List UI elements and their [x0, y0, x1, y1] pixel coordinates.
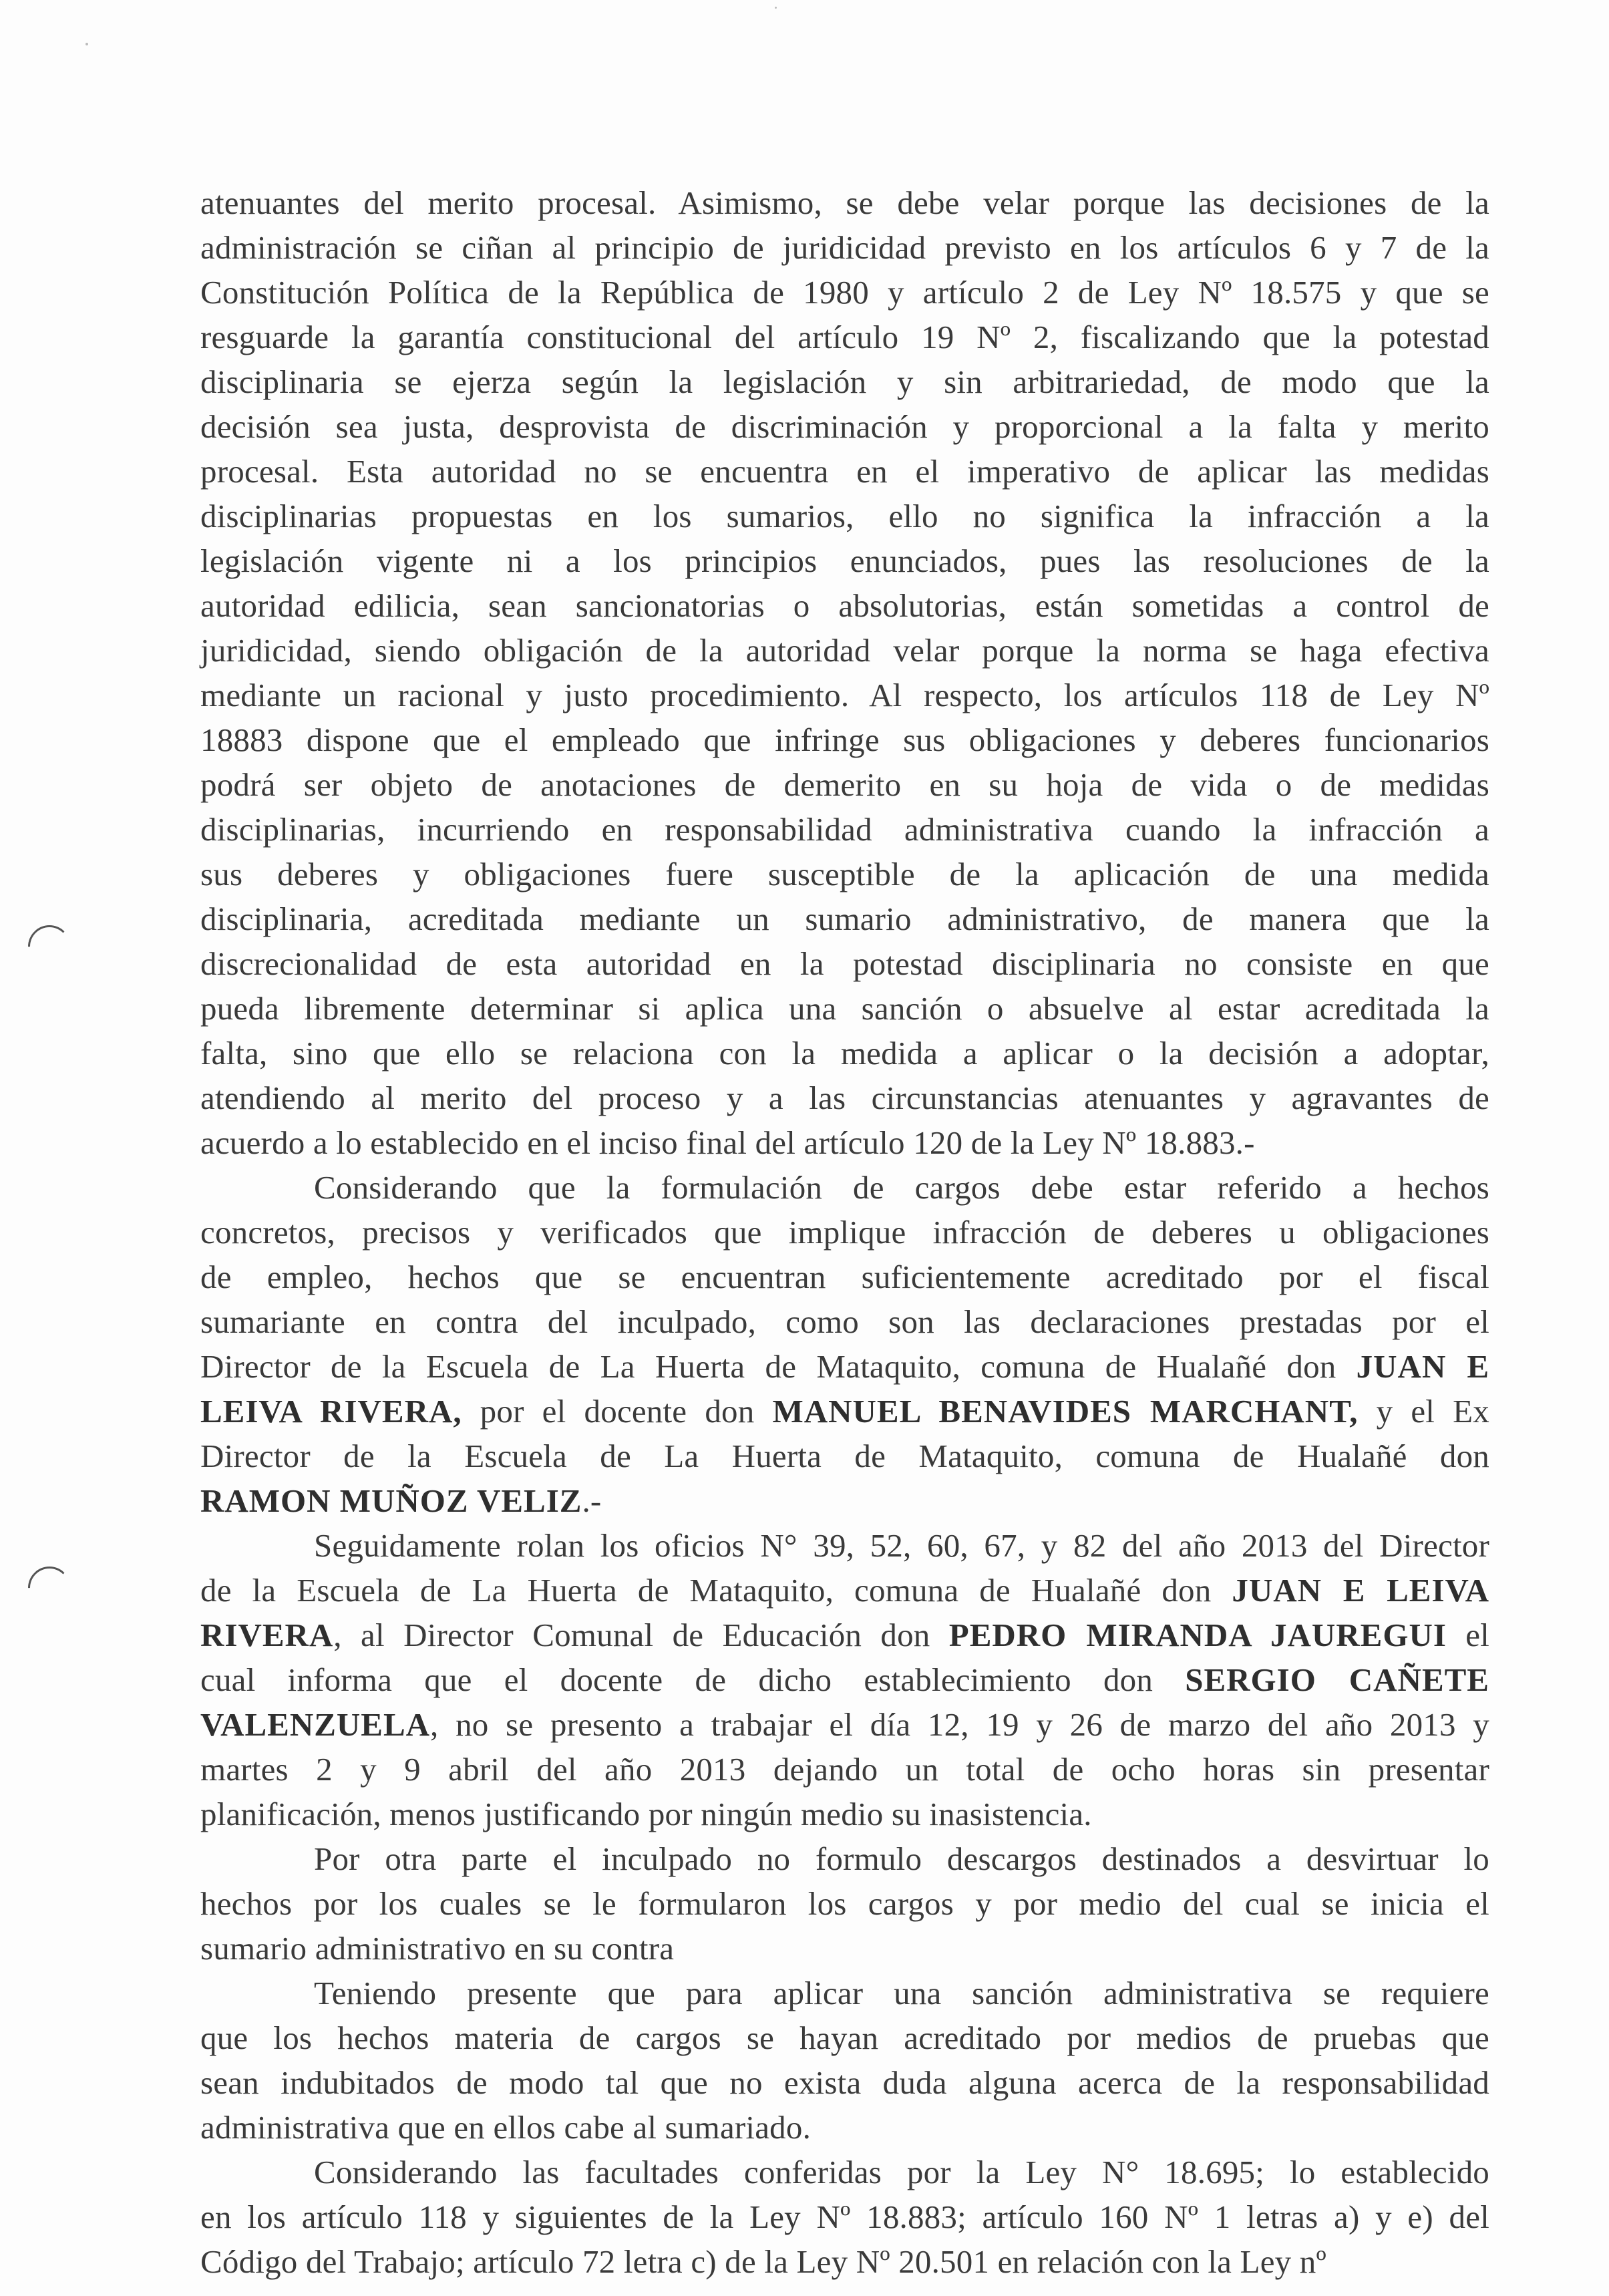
text-line	[200, 2060, 1489, 2105]
text-segment: , no se presento a trabajar el día 12, 19 y 26 de marzo del año 2013 y	[430, 1706, 1489, 1743]
text-line	[200, 359, 1489, 404]
text-line	[200, 225, 1489, 270]
text-segment: administrativa que en ellos cabe al sumariado.	[200, 2109, 812, 2146]
paragraph	[200, 180, 1489, 1165]
text-line	[200, 941, 1489, 986]
text-segment: sean indubitados de modo tal que no exista duda alguna acerca de la responsabilidad	[200, 2064, 1489, 2101]
text-segment: sus deberes y obligaciones fuere susceptible de la aplicación de una medida	[200, 856, 1489, 892]
text-segment: sumariante en contra del inculpado, como son las declaraciones prestadas por el	[200, 1303, 1489, 1340]
text-segment: resguarde la garantía constitucional del artículo 19 Nº 2, fiscalizando que la potestad	[200, 319, 1489, 355]
text-segment: discrecionalidad de esta autoridad en la potestad disciplinaria no consiste en que	[200, 945, 1489, 982]
paragraph	[200, 1523, 1489, 1836]
text-segment: atenuantes del merito procesal. Asimismo, se debe velar porque las decisiones de la	[200, 184, 1489, 221]
text-segment: Seguidamente rolan los oficios N° 39, 52, 60, 67, y 82 del año 2013 del Director	[314, 1527, 1489, 1564]
scan-speck	[775, 7, 777, 9]
text-line	[200, 1657, 1489, 1702]
text-segment: que los hechos materia de cargos se hayan acreditado por medios de pruebas que	[200, 2019, 1489, 2056]
text-segment: , al Director Comunal de Educación don	[333, 1617, 949, 1653]
text-line	[200, 1523, 1489, 1568]
text-line	[200, 315, 1489, 359]
text-segment: Por otra parte el inculpado no formulo descargos destinados a desvirtuar lo	[314, 1840, 1489, 1877]
text-line	[200, 270, 1489, 315]
text-line	[200, 2194, 1489, 2239]
text-line	[200, 404, 1489, 449]
text-line	[200, 1255, 1489, 1299]
text-line	[200, 1434, 1489, 1478]
bold-name-text: LEIVA RIVERA,	[200, 1393, 462, 1430]
text-line	[200, 583, 1489, 628]
text-segment: podrá ser objeto de anotaciones de demerito en su hoja de vida o de medidas	[200, 766, 1489, 803]
bold-name-text: JUAN E LEIVA	[1232, 1572, 1489, 1609]
bold-name-text: PEDRO MIRANDA JAUREGUI	[948, 1617, 1447, 1653]
bold-name-text: RAMON MUÑOZ VELIZ	[200, 1482, 582, 1519]
text-segment: disciplinarias, incurriendo en responsabilidad administrativa cuando la infracción a	[200, 811, 1489, 848]
text-segment: falta, sino que ello se relaciona con la medida a aplicar o la decisión a adoptar,	[200, 1035, 1489, 1072]
text-segment: de la Escuela de La Huerta de Mataquito, comuna de Hualañé don	[200, 1572, 1232, 1609]
text-line	[200, 2105, 1489, 2150]
bold-name-text: RIVERA	[200, 1617, 334, 1653]
text-line	[200, 180, 1489, 225]
document-body	[200, 180, 1489, 2284]
text-segment: Considerando que la formulación de cargos debe estar referido a hechos	[314, 1169, 1489, 1206]
text-line	[200, 1120, 1489, 1165]
text-line	[200, 1076, 1489, 1120]
text-line	[200, 1836, 1489, 1881]
text-line	[200, 1971, 1489, 2015]
text-line	[200, 2239, 1489, 2284]
text-line	[200, 673, 1489, 717]
text-segment: Director de la Escuela de La Huerta de Mataquito, comuna de Hualañé don	[200, 1438, 1489, 1474]
text-line	[200, 449, 1489, 494]
text-segment: Considerando las facultades conferidas por la Ley N° 18.695; lo establecido	[314, 2154, 1489, 2190]
text-line	[200, 852, 1489, 896]
text-line	[200, 1299, 1489, 1344]
text-segment: procesal. Esta autoridad no se encuentra en el imperativo de aplicar las medidas	[200, 453, 1489, 490]
text-segment: disciplinarias propuestas en los sumarios, ello no significa la infracción a la	[200, 498, 1489, 534]
text-line	[200, 1881, 1489, 1926]
text-line	[200, 1344, 1489, 1389]
text-line	[200, 1702, 1489, 1747]
text-line	[200, 762, 1489, 807]
text-line	[200, 2015, 1489, 2060]
text-segment: y el Ex	[1358, 1393, 1489, 1430]
text-segment: legislación vigente ni a los principios enunciados, pues las resoluciones de la	[200, 542, 1489, 579]
text-segment: disciplinaria se ejerza según la legislación y sin arbitrariedad, de modo que la	[200, 363, 1489, 400]
text-segment: Director de la Escuela de La Huerta de Mataquito, comuna de Hualañé don	[200, 1348, 1357, 1385]
text-segment: el	[1446, 1617, 1489, 1653]
paragraph	[200, 1971, 1489, 2150]
text-segment: sumario administrativo en su contra	[200, 1930, 675, 1967]
text-segment: de empleo, hechos que se encuentran suficientemente acreditado por el fiscal	[200, 1259, 1489, 1295]
text-line	[200, 1613, 1489, 1657]
text-segment: atendiendo al merito del proceso y a las circunstancias atenuantes y agravantes de	[200, 1080, 1489, 1116]
text-segment: por el docente don	[462, 1393, 773, 1430]
text-segment: acuerdo a lo establecido en el inciso final del artículo 120 de la Ley Nº 18.883.-	[200, 1124, 1255, 1161]
text-segment: hechos por los cuales se le formularon los cargos y por medio del cual se inicia el	[200, 1885, 1489, 1922]
scan-speck	[85, 43, 88, 45]
paragraph	[200, 1165, 1489, 1523]
text-segment: pueda libremente determinar si aplica una sanción o absuelve al estar acreditada la	[200, 990, 1489, 1027]
text-segment: mediante un racional y justo procedimiento. Al respecto, los artículos 118 de Ley Nº	[200, 677, 1489, 713]
text-segment: Constitución Política de la República de 1980 y artículo 2 de Ley Nº 18.575 y que se	[200, 274, 1489, 311]
text-segment: Código del Trabajo; artículo 72 letra c) de la Ley Nº 20.501 en relación con la Ley nº	[200, 2243, 1326, 2280]
punch-hole-mark	[19, 1558, 80, 1619]
text-line	[200, 1389, 1489, 1434]
text-segment: martes 2 y 9 abril del año 2013 dejando un total de ocho horas sin presentar	[200, 1751, 1489, 1788]
bold-name-text: SERGIO CAÑETE	[1185, 1661, 1489, 1698]
bold-name-text: JUAN E	[1356, 1348, 1489, 1385]
text-line	[200, 986, 1489, 1031]
text-line	[200, 807, 1489, 852]
text-segment: cual informa que el docente de dicho establecimiento don	[200, 1661, 1186, 1698]
text-segment: en los artículo 118 y siguientes de la Ley Nº 18.883; artículo 160 Nº 1 letras a) y e) del	[200, 2198, 1489, 2235]
bold-name-text: VALENZUELA	[200, 1706, 431, 1743]
text-segment: planificación, menos justificando por ningún medio su inasistencia.	[200, 1796, 1092, 1832]
text-line	[200, 538, 1489, 583]
text-line	[200, 1210, 1489, 1255]
text-segment: .-	[582, 1482, 602, 1519]
text-line	[200, 494, 1489, 538]
text-line	[200, 717, 1489, 762]
text-line	[200, 1478, 1489, 1523]
text-segment: autoridad edilicia, sean sancionatorias o absolutorias, están sometidas a control de	[200, 587, 1489, 624]
text-line	[200, 1165, 1489, 1210]
text-segment: disciplinaria, acreditada mediante un sumario administrativo, de manera que la	[200, 900, 1489, 937]
text-line	[200, 628, 1489, 673]
text-line	[200, 896, 1489, 941]
text-segment: concretos, precisos y verificados que implique infracción de deberes u obligaciones	[200, 1214, 1489, 1251]
text-segment: decisión sea justa, desprovista de discriminación y proporcional a la falta y merito	[200, 408, 1489, 445]
text-segment: administración se ciñan al principio de juridicidad previsto en los artículos 6 y 7 de la	[200, 229, 1489, 266]
text-line	[200, 1792, 1489, 1836]
bold-name-text: MANUEL BENAVIDES MARCHANT,	[772, 1393, 1359, 1430]
text-segment: juridicidad, siendo obligación de la autoridad velar porque la norma se haga efectiva	[200, 632, 1489, 669]
text-line	[200, 2150, 1489, 2194]
text-line	[200, 1926, 1489, 1971]
text-segment: 18883 dispone que el empleado que infringe sus obligaciones y deberes funcionarios	[200, 721, 1489, 758]
paragraph	[200, 2150, 1489, 2284]
text-line	[200, 1747, 1489, 1792]
text-line	[200, 1568, 1489, 1613]
text-segment: Teniendo presente que para aplicar una sanción administrativa se requiere	[314, 1975, 1489, 2011]
text-line	[200, 1031, 1489, 1076]
paragraph	[200, 1836, 1489, 1971]
punch-hole-mark	[19, 917, 80, 977]
